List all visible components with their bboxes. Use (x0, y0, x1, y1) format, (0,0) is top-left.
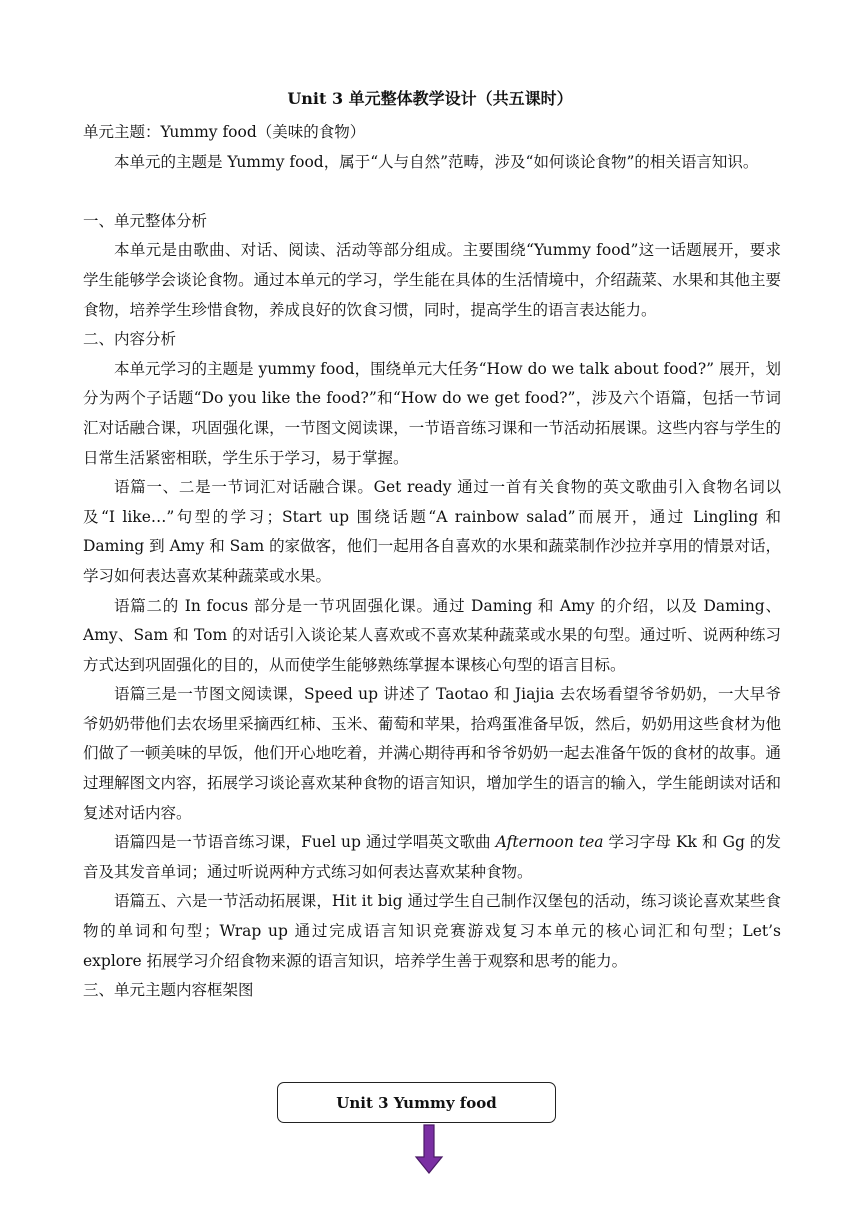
section2-paragraph-2: 语篇一、二是一节词汇对话融合课。Get ready 通过一首有关食物的英文歌曲引入食物名词以及“I like…”句型的学习；Start up 围绕话题“A rainbow salad”而展开，通过 Lingling 和 Daming 到 Amy 和 Sam 的家做客，他们一起用各自喜欢的水果和蔬菜制作沙拉并享用的情景对话，学习如何表达喜欢某种蔬菜或水果。 (83, 478, 781, 585)
document-body (83, 118, 781, 1006)
p5-text-before: 语篇四是一节语音练习课，Fuel up 通过学唱英文歌曲 (114, 833, 496, 852)
diagram-root-box (277, 1082, 556, 1123)
down-arrow-icon (414, 1124, 444, 1174)
section2-paragraph-1: 本单元学习的主题是 yummy food，围绕单元大任务“How do we talk about food?” 展开，划分为两个子话题“Do you like the food?”和“How do we get food?”，涉及六个语篇，包括一节词汇对话融合课，巩固强化课，一节图文阅读课，一节语音练习课和一节活动拓展课。这些内容与学生的日常生活紧密相联，学生乐于学习，易于掌握。 (83, 359, 781, 467)
section1-heading: 一、单元整体分析 (83, 211, 208, 230)
p5-text-after: 学习字母 Kk 和 Gg 的发音及其发音单词；通过听说两种方式练习如何表达喜欢某种食物。 (83, 833, 781, 881)
section2-paragraph-3: 语篇二的 In focus 部分是一节巩固强化课。通过 Daming 和 Amy 的介绍，以及 Daming、Amy、Sam 和 Tom 的对话引入谈论某人喜欢或不喜欢某种蔬菜或水果的句型。通过听、说两种练习方式达到巩固强化的目的，从而使学生能够熟练掌握本课核心句型的语言目标。 (83, 596, 781, 674)
diagram-root-label: Unit 3 Yummy food (336, 1093, 497, 1112)
song-title: Afternoon tea (495, 833, 604, 852)
section3-heading: 三、单元主题内容框架图 (83, 981, 254, 1000)
section2-paragraph-6: 语篇五、六是一节活动拓展课，Hit it big 通过学生自己制作汉堡包的活动，练习谈论喜欢某些食物的单词和句型；Wrap up 通过完成语言知识竞赛游戏复习本单元的核心词汇和句型；Let’s explore 拓展学习介绍食物来源的语言知识，培养学生善于观察和思考的能力。 (83, 892, 781, 970)
unit-theme-line: 单元主题：Yummy food（美味的食物） (83, 123, 366, 141)
document-title: Unit 3 单元整体教学设计（共五课时） (287, 89, 573, 108)
paragraph-gap (83, 177, 781, 207)
section2-heading: 二、内容分析 (83, 330, 177, 349)
intro-paragraph: 本单元的主题是 Yummy food，属于“人与自然”范畴，涉及“如何谈论食物”的相关语言知识。 (114, 152, 759, 171)
section2-paragraph-4: 语篇三是一节图文阅读课，Speed up 讲述了 Taotao 和 Jiajia 去农场看望爷爷奶奶，一大早爷爷奶奶带他们去农场里采摘西红柿、玉米、葡萄和苹果，拾鸡蛋准备早饭，然后，奶奶用这些食材为他们做了一顿美味的早饭，他们开心地吃着，并满心期待再和爷爷奶奶一起去准备午饭的食材的故事。通过理解图文内容，拓展学习谈论喜欢某种食物的语言知识，增加学生的语言的输入，学生能朗读对话和复述对话内容。 (83, 685, 781, 822)
section2-paragraph-5 (83, 828, 781, 887)
section1-paragraph: 本单元是由歌曲、对话、阅读、活动等部分组成。主要围绕“Yummy food”这一话题展开，要求学生能够学会谈论食物。通过本单元的学习，学生能在具体的生活情境中，介绍蔬菜、水果和其他主要食物，培养学生珍惜食物，养成良好的饮食习惯，同时，提高学生的语言表达能力。 (83, 241, 781, 319)
